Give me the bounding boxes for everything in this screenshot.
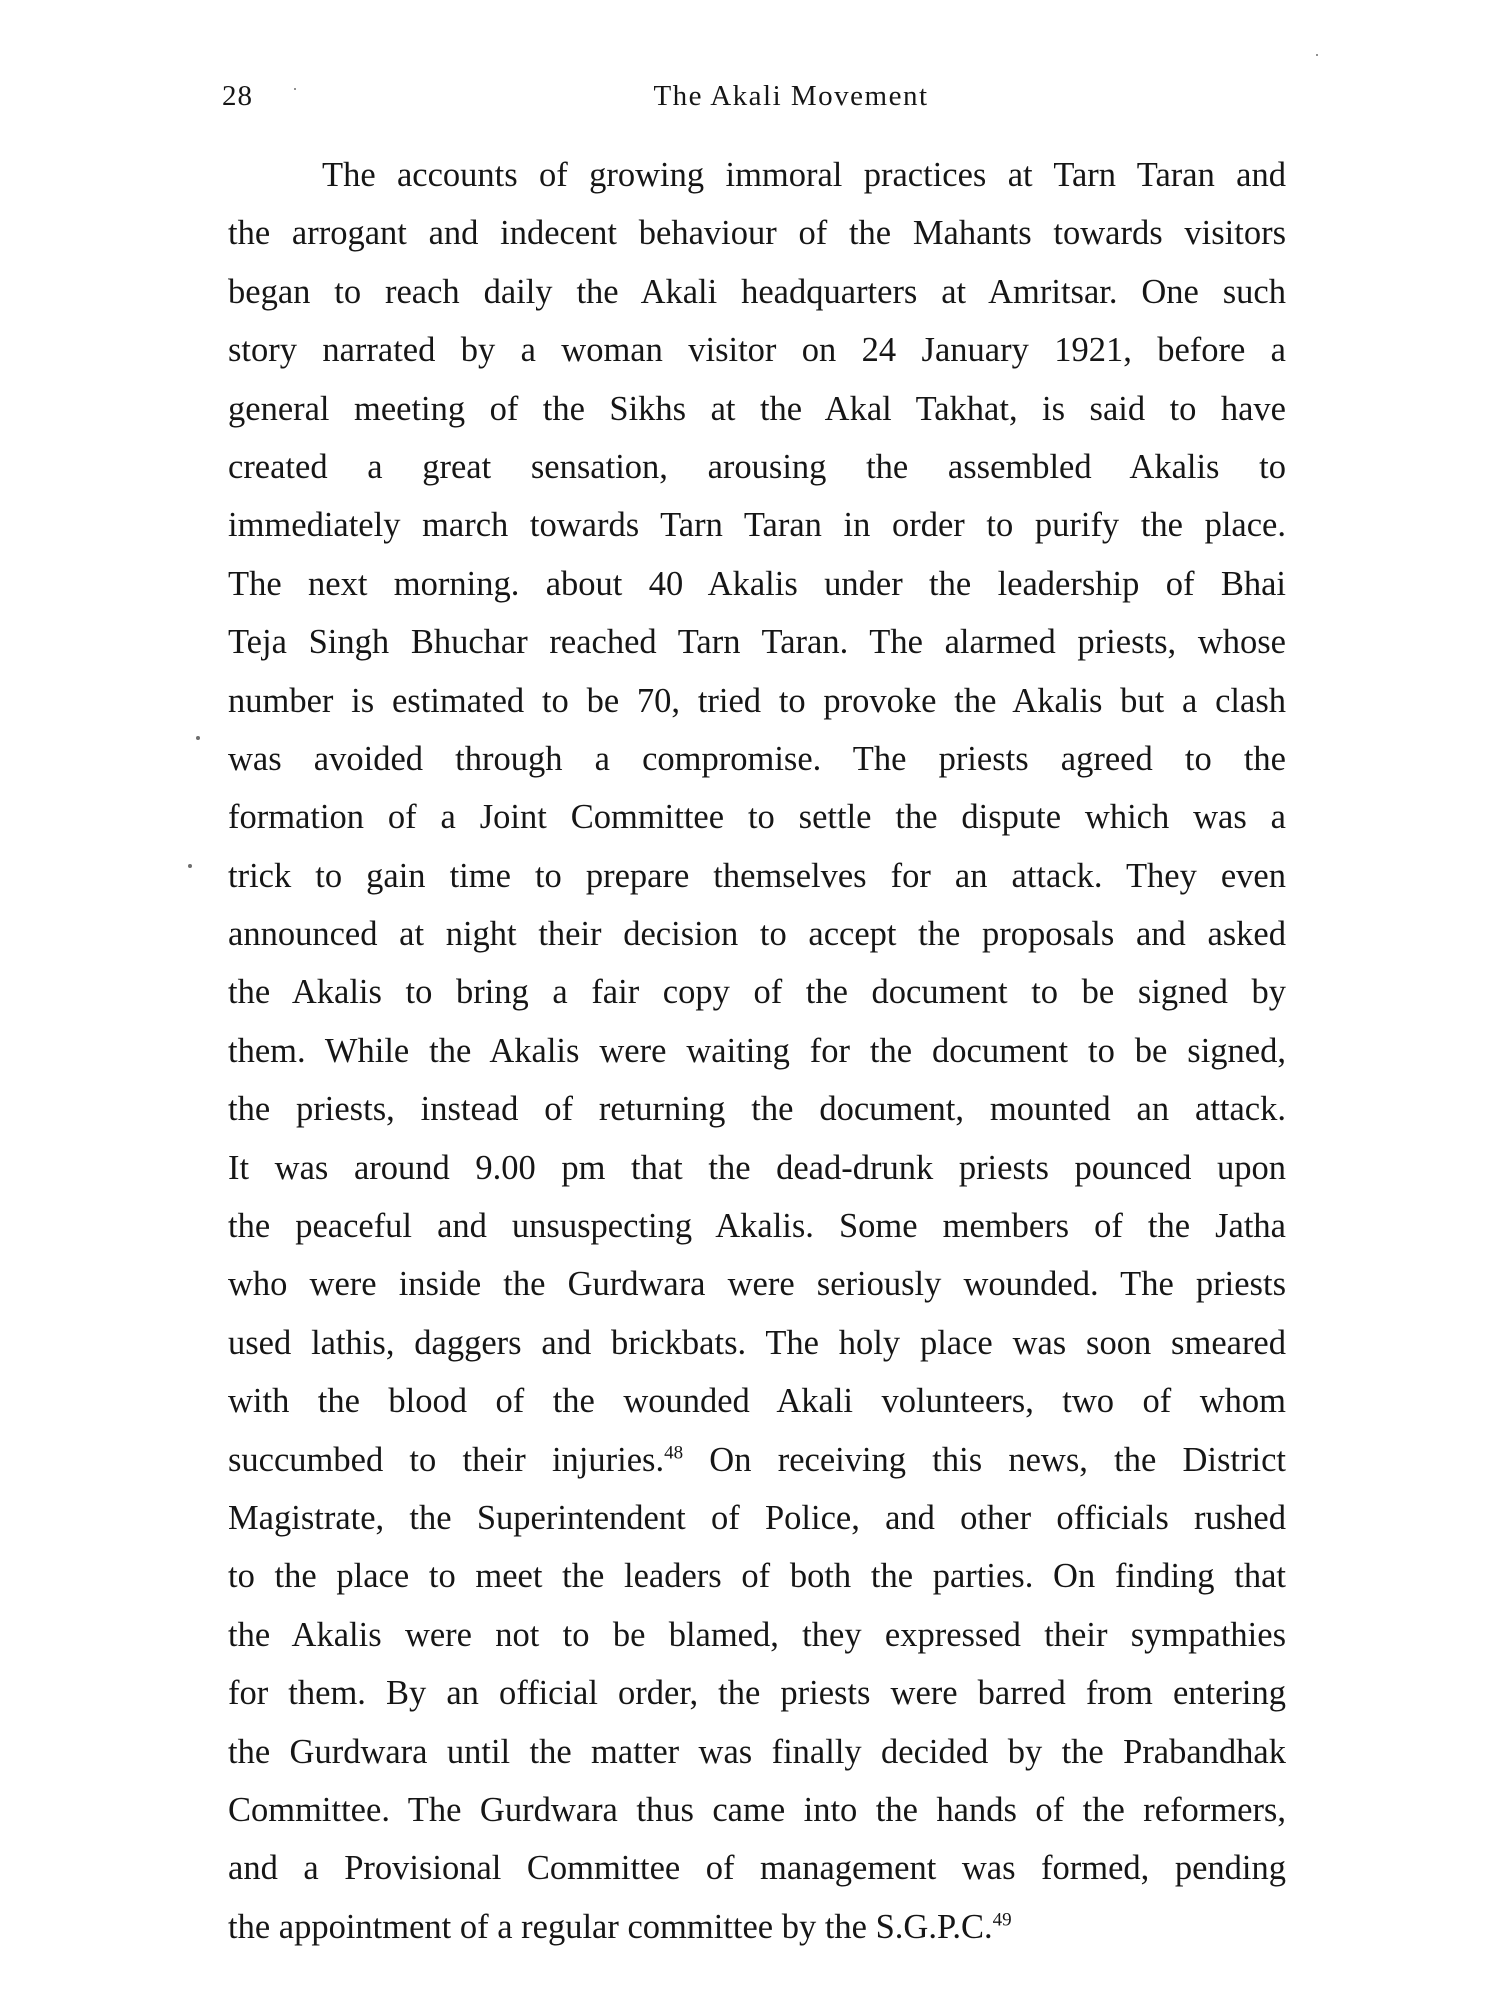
text-line: number is estimated to be 70, tried to provoke the Akalis but a clash [228, 681, 1286, 720]
text-line: was avoided through a compromise. The priests agreed to the [228, 739, 1286, 778]
scan-speck [1316, 54, 1318, 56]
text-line: The accounts of growing immoral practices at Tarn Taran and [322, 156, 1286, 194]
text-line: announced at night their decision to accept the proposals and asked [228, 915, 1286, 954]
text-line: for them. By an official order, the priests were barred from entering [228, 1674, 1286, 1713]
text-line: created a great sensation, arousing the assembled Akalis to [228, 447, 1286, 486]
text-line: story narrated by a woman visitor on 24 January 1921, before a [228, 331, 1286, 370]
scan-speck [196, 736, 200, 740]
scan-speck [294, 88, 296, 90]
text-line: with the blood of the wounded Akali volunteers, two of whom [228, 1382, 1286, 1421]
running-title: The Akali Movement [653, 80, 929, 112]
text-line: the peaceful and unsuspecting Akalis. Some members of the Jatha [228, 1207, 1286, 1246]
text-line: general meeting of the Sikhs at the Akal Takhat, is said to have [228, 389, 1286, 428]
text-line: them. While the Akalis were waiting for the document to be signed, [228, 1031, 1286, 1070]
text-fragment: succumbed to their injuries. [228, 1440, 665, 1479]
text-fragment: On receiving this news, the District [683, 1440, 1286, 1479]
text-line: the Akalis were not to be blamed, they expressed their sympathies [228, 1615, 1286, 1654]
text-line: to the place to meet the leaders of both the parties. On finding that [228, 1557, 1286, 1596]
footnote-marker: 49 [992, 1909, 1012, 1931]
text-line: It was around 9.00 pm that the dead-drunk priests pounced upon [228, 1148, 1286, 1187]
text-line: Committee. The Gurdwara thus came into the hands of the reformers, [228, 1790, 1286, 1829]
text-line: began to reach daily the Akali headquarters at Amritsar. One such [228, 272, 1286, 311]
text-line: who were inside the Gurdwara were seriously wounded. The priests [228, 1265, 1286, 1304]
page-number: 28 [222, 80, 253, 112]
text-line: trick to gain time to prepare themselves for an attack. They even [228, 856, 1286, 895]
text-line: immediately march towards Tarn Taran in order to purify the place. [228, 506, 1286, 545]
scan-speck [188, 864, 192, 868]
text-line: used lathis, daggers and brickbats. The holy place was soon smeared [228, 1323, 1286, 1362]
text-line: Magistrate, the Superintendent of Police, and other officials rushed [228, 1498, 1286, 1537]
text-line: The next morning. about 40 Akalis under the leadership of Bhai [228, 564, 1286, 603]
text-line: Teja Singh Bhuchar reached Tarn Taran. The alarmed priests, whose [228, 623, 1286, 662]
text-line: the Gurdwara until the matter was finally decided by the Prabandhak [228, 1732, 1286, 1771]
text-line: the priests, instead of returning the document, mounted an attack. [228, 1090, 1286, 1129]
text-line: formation of a Joint Committee to settle the dispute which was a [228, 798, 1286, 837]
text-line: and a Provisional Committee of management was formed, pending [228, 1849, 1286, 1888]
footnote-marker: 48 [664, 1442, 684, 1464]
running-header [222, 80, 1280, 120]
text-line [228, 1431, 1286, 1489]
text-fragment: the appointment of a regular committee by the S.G.P.C. [228, 1907, 993, 1946]
text-line: the Akalis to bring a fair copy of the document to be signed by [228, 973, 1286, 1012]
text-line: the arrogant and indecent behaviour of the Mahants towards visitors [228, 214, 1286, 253]
text-line [228, 1898, 1286, 1956]
body-paragraph [228, 146, 1286, 1956]
